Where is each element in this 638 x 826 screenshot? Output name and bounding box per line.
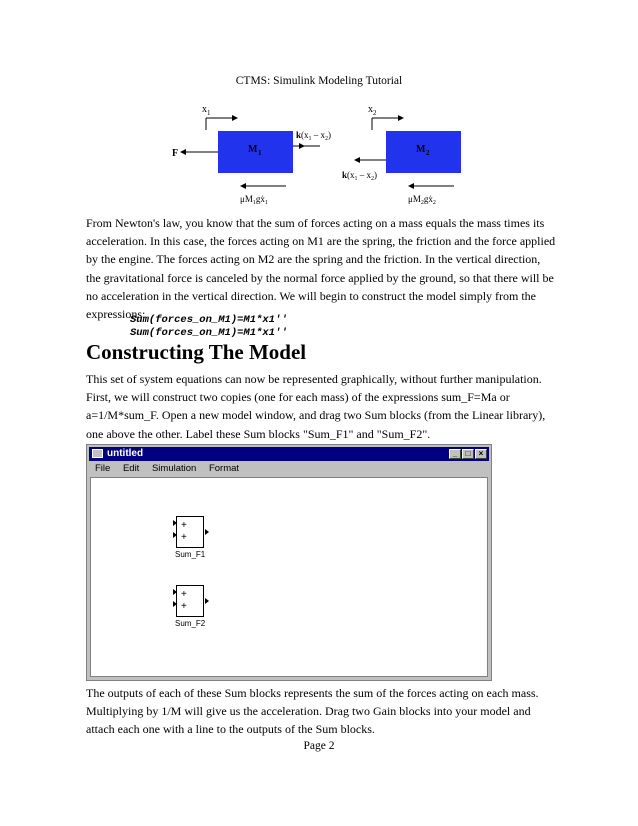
menu-simulation[interactable]: Simulation [151,463,197,474]
simulink-window [86,444,492,681]
close-button[interactable]: × [475,449,487,459]
code-line-1: Sum(forces_on_M1)=M1*x1'' [130,314,288,326]
m2-sub: 2 [426,149,430,157]
sum-f1-output-port[interactable] [205,529,209,535]
page-header: CTMS: Simulink Modeling Tutorial [235,75,403,87]
paragraph-constructing: This set of system equations can now be represented graphically, without further manipulation. First, we will construct two copies (one for each mass) of the expressions sum_F=Ma or a=1/M*sum_F. Open a new model window, and drag two Sum blocks (from the Linear library), one above the other. Label these Sum blocks "Sum_F1" and "Sum_F2". [86,372,546,441]
sum-f1-label[interactable]: Sum_F1 [175,550,206,559]
friction-arrowhead-m1 [240,183,246,189]
x2-label: x [368,104,373,115]
menu-file[interactable]: File [95,463,111,474]
mass-spring-diagram [150,96,490,211]
window-controls [448,449,487,459]
maximize-button[interactable]: □ [462,449,474,459]
friction-label-m1: $\mu M_1gẋ_1$ [240,194,268,206]
spring-arrowhead-m2 [354,157,360,163]
x1-arrowhead [232,115,238,121]
force-label: F [172,148,179,159]
menu-format[interactable]: Format [208,463,240,474]
minimize-button[interactable]: _ [449,449,461,459]
code-line-2: Sum(forces_on_M1)=M1*x1'' [130,327,288,339]
window-titlebar [89,447,489,461]
m1-label: M [248,144,258,155]
sum-f2-plus-2: + [181,601,187,612]
friction-label-m2: $\mu M_2gẋ_2$ [408,194,436,206]
spring-label-m1: $k(x_1 - x_2)$ [296,130,332,142]
force-arrowhead [180,149,186,155]
m2-label: M [416,144,426,155]
sum-f2-plus-1: + [181,589,187,600]
paragraph-newton: From Newton's law, you know that the sum of forces acting on a mass equals the mass times its acceleration. In this case, the forces acting on M1 are the spring, the friction and the force applied by the engine. The forces acting on M2 are the spring and the friction. In the vertical direction, the gravitational force is canceled by the normal force applied by the ground, so that there will be no acceleration in the vertical direction. We will begin to construct the model simply from the expressions: [86,216,556,322]
x2-arrowhead [398,115,404,121]
section-heading: Constructing The Model [86,340,307,364]
x2-sub: 2 [373,109,377,117]
spring-label-m2: $k(x_1 - x_2)$ [342,170,378,182]
paragraph-outputs: The outputs of each of these Sum blocks represents the sum of the forces acting on each mass. Multiplying by 1/M will give us the acceleration. Drag two Gain blocks into your model and attach each one with a line to the outputs of the Sum blocks. [86,686,539,737]
x1-label: x [202,104,207,115]
sum-block-f2[interactable] [176,585,204,617]
sum-block-f1[interactable] [176,516,204,548]
sum-f1-plus-1: + [181,520,187,531]
window-app-icon [92,449,103,458]
m1-sub: 1 [258,149,262,157]
sum-f2-label[interactable]: Sum_F2 [175,619,206,628]
friction-arrowhead-m2 [408,183,414,189]
sum-f2-output-port[interactable] [205,598,209,604]
sum-f1-plus-2: + [181,532,187,543]
spring-arrowhead-m1 [299,143,305,149]
x1-sub: 1 [207,109,211,117]
window-title: untitled [107,448,144,459]
model-canvas[interactable] [90,477,488,677]
menu-edit[interactable]: Edit [122,463,140,474]
page-number: Page 2 [303,740,335,752]
menu-bar [89,462,489,476]
